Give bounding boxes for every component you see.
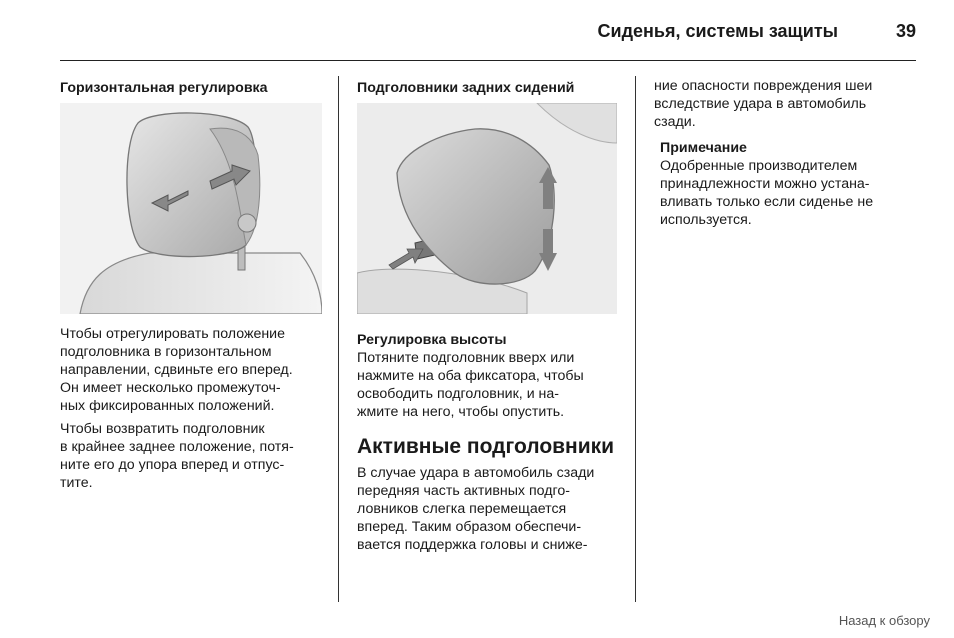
column-divider-2	[635, 76, 636, 602]
column-2-text	[357, 331, 632, 554]
height-adjust-paragraph: Потяните подголовник вверх или нажмите на оба фиксатора, чтобы освободить подголовник, и на- жмите на него, чтобы опустить.	[357, 350, 584, 420]
note-heading: Примечание	[660, 140, 747, 156]
column-1	[60, 79, 330, 97]
active-headrests-paragraph: В случае удара в автомобиль сзади передняя часть активных подго- ловников слегка перемещается вперед. Таким образом обеспечи- вается поддержка головы и сниже-	[357, 465, 595, 553]
column-2	[357, 79, 627, 97]
page-number: 39	[895, 21, 916, 41]
back-to-overview-link[interactable]: Назад к обзору	[838, 613, 930, 628]
column-3	[654, 77, 924, 229]
horizontal-adjust-paragraph-1: Чтобы отрегулировать положение подголовника в горизонтальном направлении, сдвиньте его вперед. Он имеет несколько промежуточ- ных фиксированных положений.	[60, 326, 293, 414]
active-headrests-heading: Активные подголовники	[357, 435, 615, 458]
rear-headrest-illustration	[357, 103, 617, 314]
section-title: Сиденья, системы защиты	[597, 21, 838, 41]
column-divider-1	[338, 76, 339, 602]
column-1-text	[60, 325, 330, 492]
header-divider	[60, 60, 916, 61]
note-text: Одобренные производителем принадлежности можно устана- вливать только если сиденье не используется.	[660, 158, 874, 228]
rear-headrest-figure	[357, 103, 617, 314]
horizontal-adjust-paragraph-2: Чтобы возвратить подголовник в крайнее заднее положение, потя- ните его до упора вперед и отпус- тите.	[60, 421, 294, 491]
horizontal-adjust-heading: Горизонтальная регулировка	[60, 80, 268, 96]
rear-headrests-heading: Подголовники задних сидений	[357, 80, 575, 96]
height-adjust-heading: Регулировка высоты	[357, 332, 507, 348]
headrest-horizontal-illustration	[60, 103, 322, 314]
headrest-horizontal-figure	[60, 103, 322, 314]
active-headrests-continued: ние опасности повреждения шеи вследствие удара в автомобиль сзади.	[654, 78, 873, 130]
